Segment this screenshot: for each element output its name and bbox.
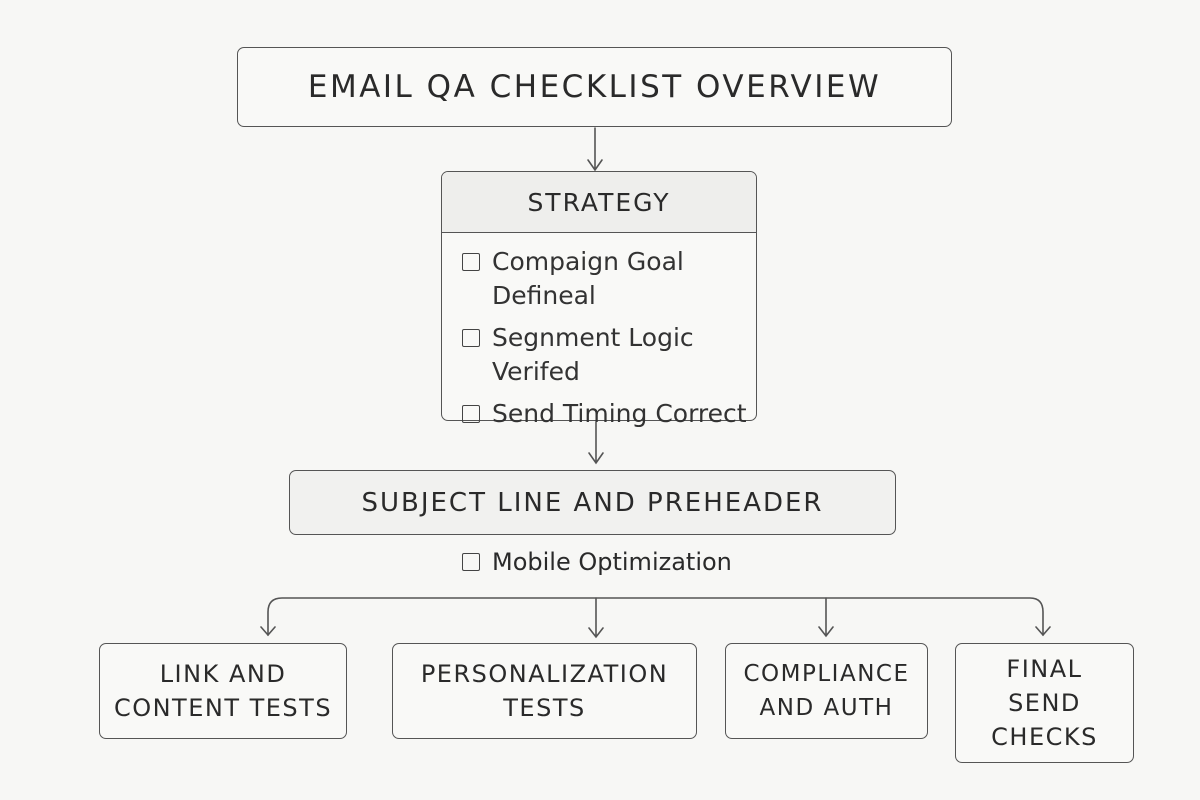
personalization-tests-box <box>392 643 697 739</box>
final-send-checks-box <box>955 643 1134 763</box>
checkbox-campaign-goal[interactable] <box>462 253 480 271</box>
checkbox-send-timing[interactable] <box>462 405 480 423</box>
checkbox-segment-logic[interactable] <box>462 329 480 347</box>
title-box <box>237 47 952 127</box>
checklist-item-label: Compaign Goal Defineal <box>492 247 684 310</box>
link-content-tests-label: LINK AND CONTENT TESTS <box>113 660 333 722</box>
subject-line-label: SUBJECT LINE AND PREHEADER <box>361 487 824 518</box>
checklist-item-label: Send Timing Correct <box>492 399 747 428</box>
diagram-title: EMAIL QA CHECKLIST OVERVIEW <box>307 69 882 105</box>
checklist-item <box>462 245 748 313</box>
link-content-tests-box <box>99 643 347 739</box>
personalization-tests-label: PERSONALIZATION TESTS <box>420 660 669 722</box>
mobile-optimization-label: Mobile Optimization <box>492 548 732 576</box>
branch-bar <box>268 598 1043 635</box>
mobile-optimization-item <box>462 548 732 576</box>
strategy-box <box>441 171 757 428</box>
arrow-title-to-strategy <box>588 128 602 170</box>
checklist-item-label: Segnment Logic Verifed <box>492 323 694 386</box>
strategy-header <box>442 172 756 233</box>
checklist-item <box>462 397 748 431</box>
compliance-auth-box <box>725 643 928 739</box>
checklist-item <box>462 321 748 389</box>
arrow-to-personalization-tests <box>589 598 603 637</box>
strategy-checklist <box>442 233 756 431</box>
final-send-checks-label: FINAL SEND CHECKS <box>991 655 1098 751</box>
strategy-header-label: STRATEGY <box>527 187 671 217</box>
arrow-to-compliance-auth <box>819 598 833 636</box>
subject-line-box <box>289 470 896 535</box>
checkbox-mobile-optimization[interactable] <box>462 553 480 571</box>
compliance-auth-label: COMPLIANCE AND AUTH <box>743 661 910 721</box>
